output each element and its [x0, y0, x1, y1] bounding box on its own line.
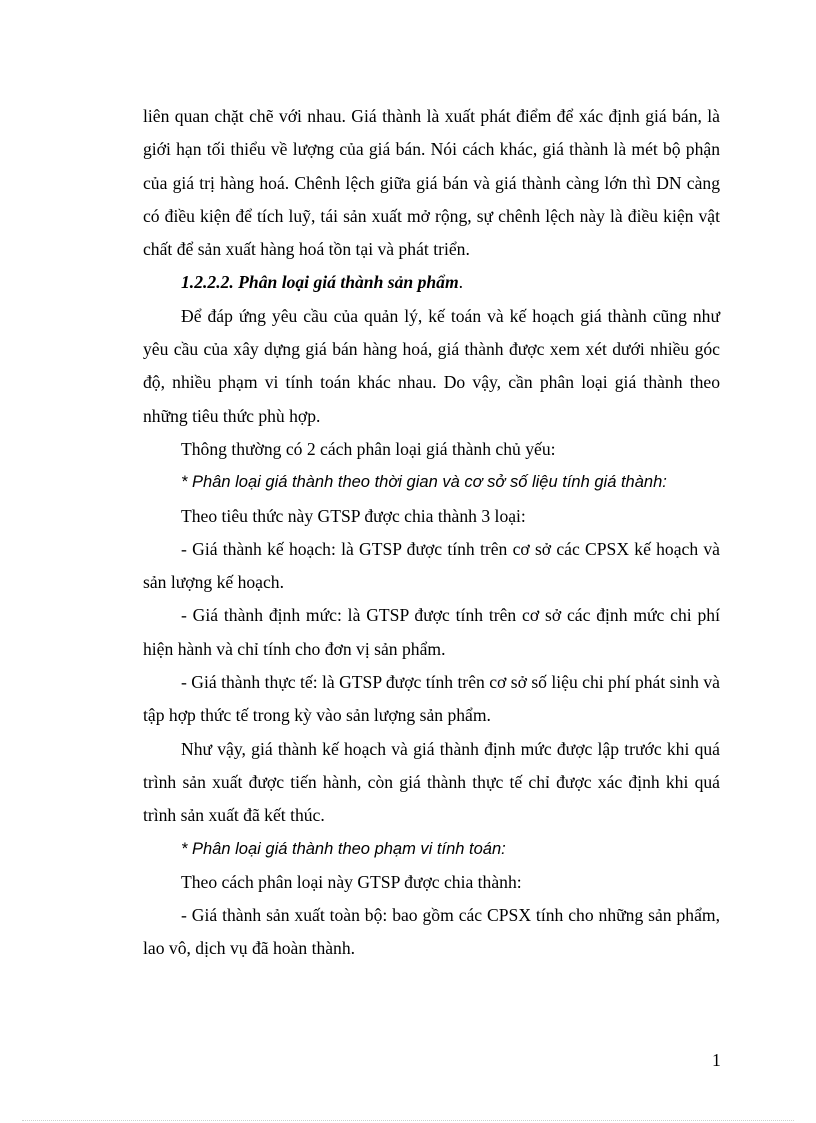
paragraph-scope-types: Theo cách phân loại này GTSP được chia thành: — [181, 871, 522, 892]
section-heading — [143, 266, 720, 299]
paragraph-intro-continuation: liên quan chặt chẽ với nhau. Giá thành là xuất phát điểm để xác định giá bán, là giới hạn tối thiểu về lượng của giá bán. Nói cách khác, giá thành là mét bộ phận của giá trị hàng hoá. Chênh lệch giữa giá bán và giá thành càng lớn thì DN càng có điều kiện để tích luỹ, tái sản xuất mở rộng, sự chênh lệch này là điều kiện vật chất để sản xuất hàng hoá tồn tại và phát triển. — [143, 106, 720, 260]
paragraph-summary: Như vậy, giá thành kế hoạch và giá thành định mức được lập trước khi quá trình sản xuất được tiến hành, còn giá thành thực tế chỉ được xác định khi quá trình sản xuất đã kết thúc. — [143, 738, 720, 826]
page-bottom-divider — [22, 1120, 794, 1121]
list-item-full-production-cost: - Giá thành sản xuất toàn bộ: bao gồm các CPSX tính cho những sản phẩm, lao vô, dịch vụ đã hoàn thành. — [143, 905, 720, 959]
section-heading-tail: . — [458, 272, 464, 293]
paragraph-three-types: Theo tiêu thức này GTSP được chia thành 3 loại: — [181, 505, 526, 526]
list-item-actual-cost: - Giá thành thực tế: là GTSP được tính trên cơ sở số liệu chi phí phát sinh và tập hợp thức tế trong kỳ vào sản lượng sản phẩm. — [143, 672, 720, 726]
section-heading-label: 1.2.2.2. Phân loại giá thành sản phẩm — [181, 272, 459, 293]
subheading-time-basis: * Phân loại giá thành theo thời gian và cơ sở số liệu tính giá thành: — [181, 473, 667, 492]
list-item-planned-cost: - Giá thành kế hoạch: là GTSP được tính trên cơ sở các CPSX kế hoạch và sản lượng kế hoạch. — [143, 538, 720, 593]
paragraph-purpose: Để đáp ứng yêu cầu của quản lý, kế toán và kế hoạch giá thành cũng như yêu cầu của xây dựng giá bán hàng hoá, giá thành được xem xét dưới nhiều góc độ, nhiều phạm vi tính toán khác nhau. Do vậy, cần phân loại giá thành theo những tiêu thức phù hợp. — [143, 305, 720, 426]
document-body — [143, 100, 720, 966]
list-item-standard-cost: - Giá thành định mức: là GTSP được tính trên cơ sở các định mức chi phí hiện hành và chỉ tính cho đơn vị sản phẩm. — [143, 605, 720, 659]
subheading-scope: * Phân loại giá thành theo phạm vi tính toán: — [181, 839, 506, 858]
page-number: 1 — [712, 1050, 721, 1070]
paragraph-two-methods: Thông thường có 2 cách phân loại giá thành chủ yếu: — [181, 438, 556, 459]
